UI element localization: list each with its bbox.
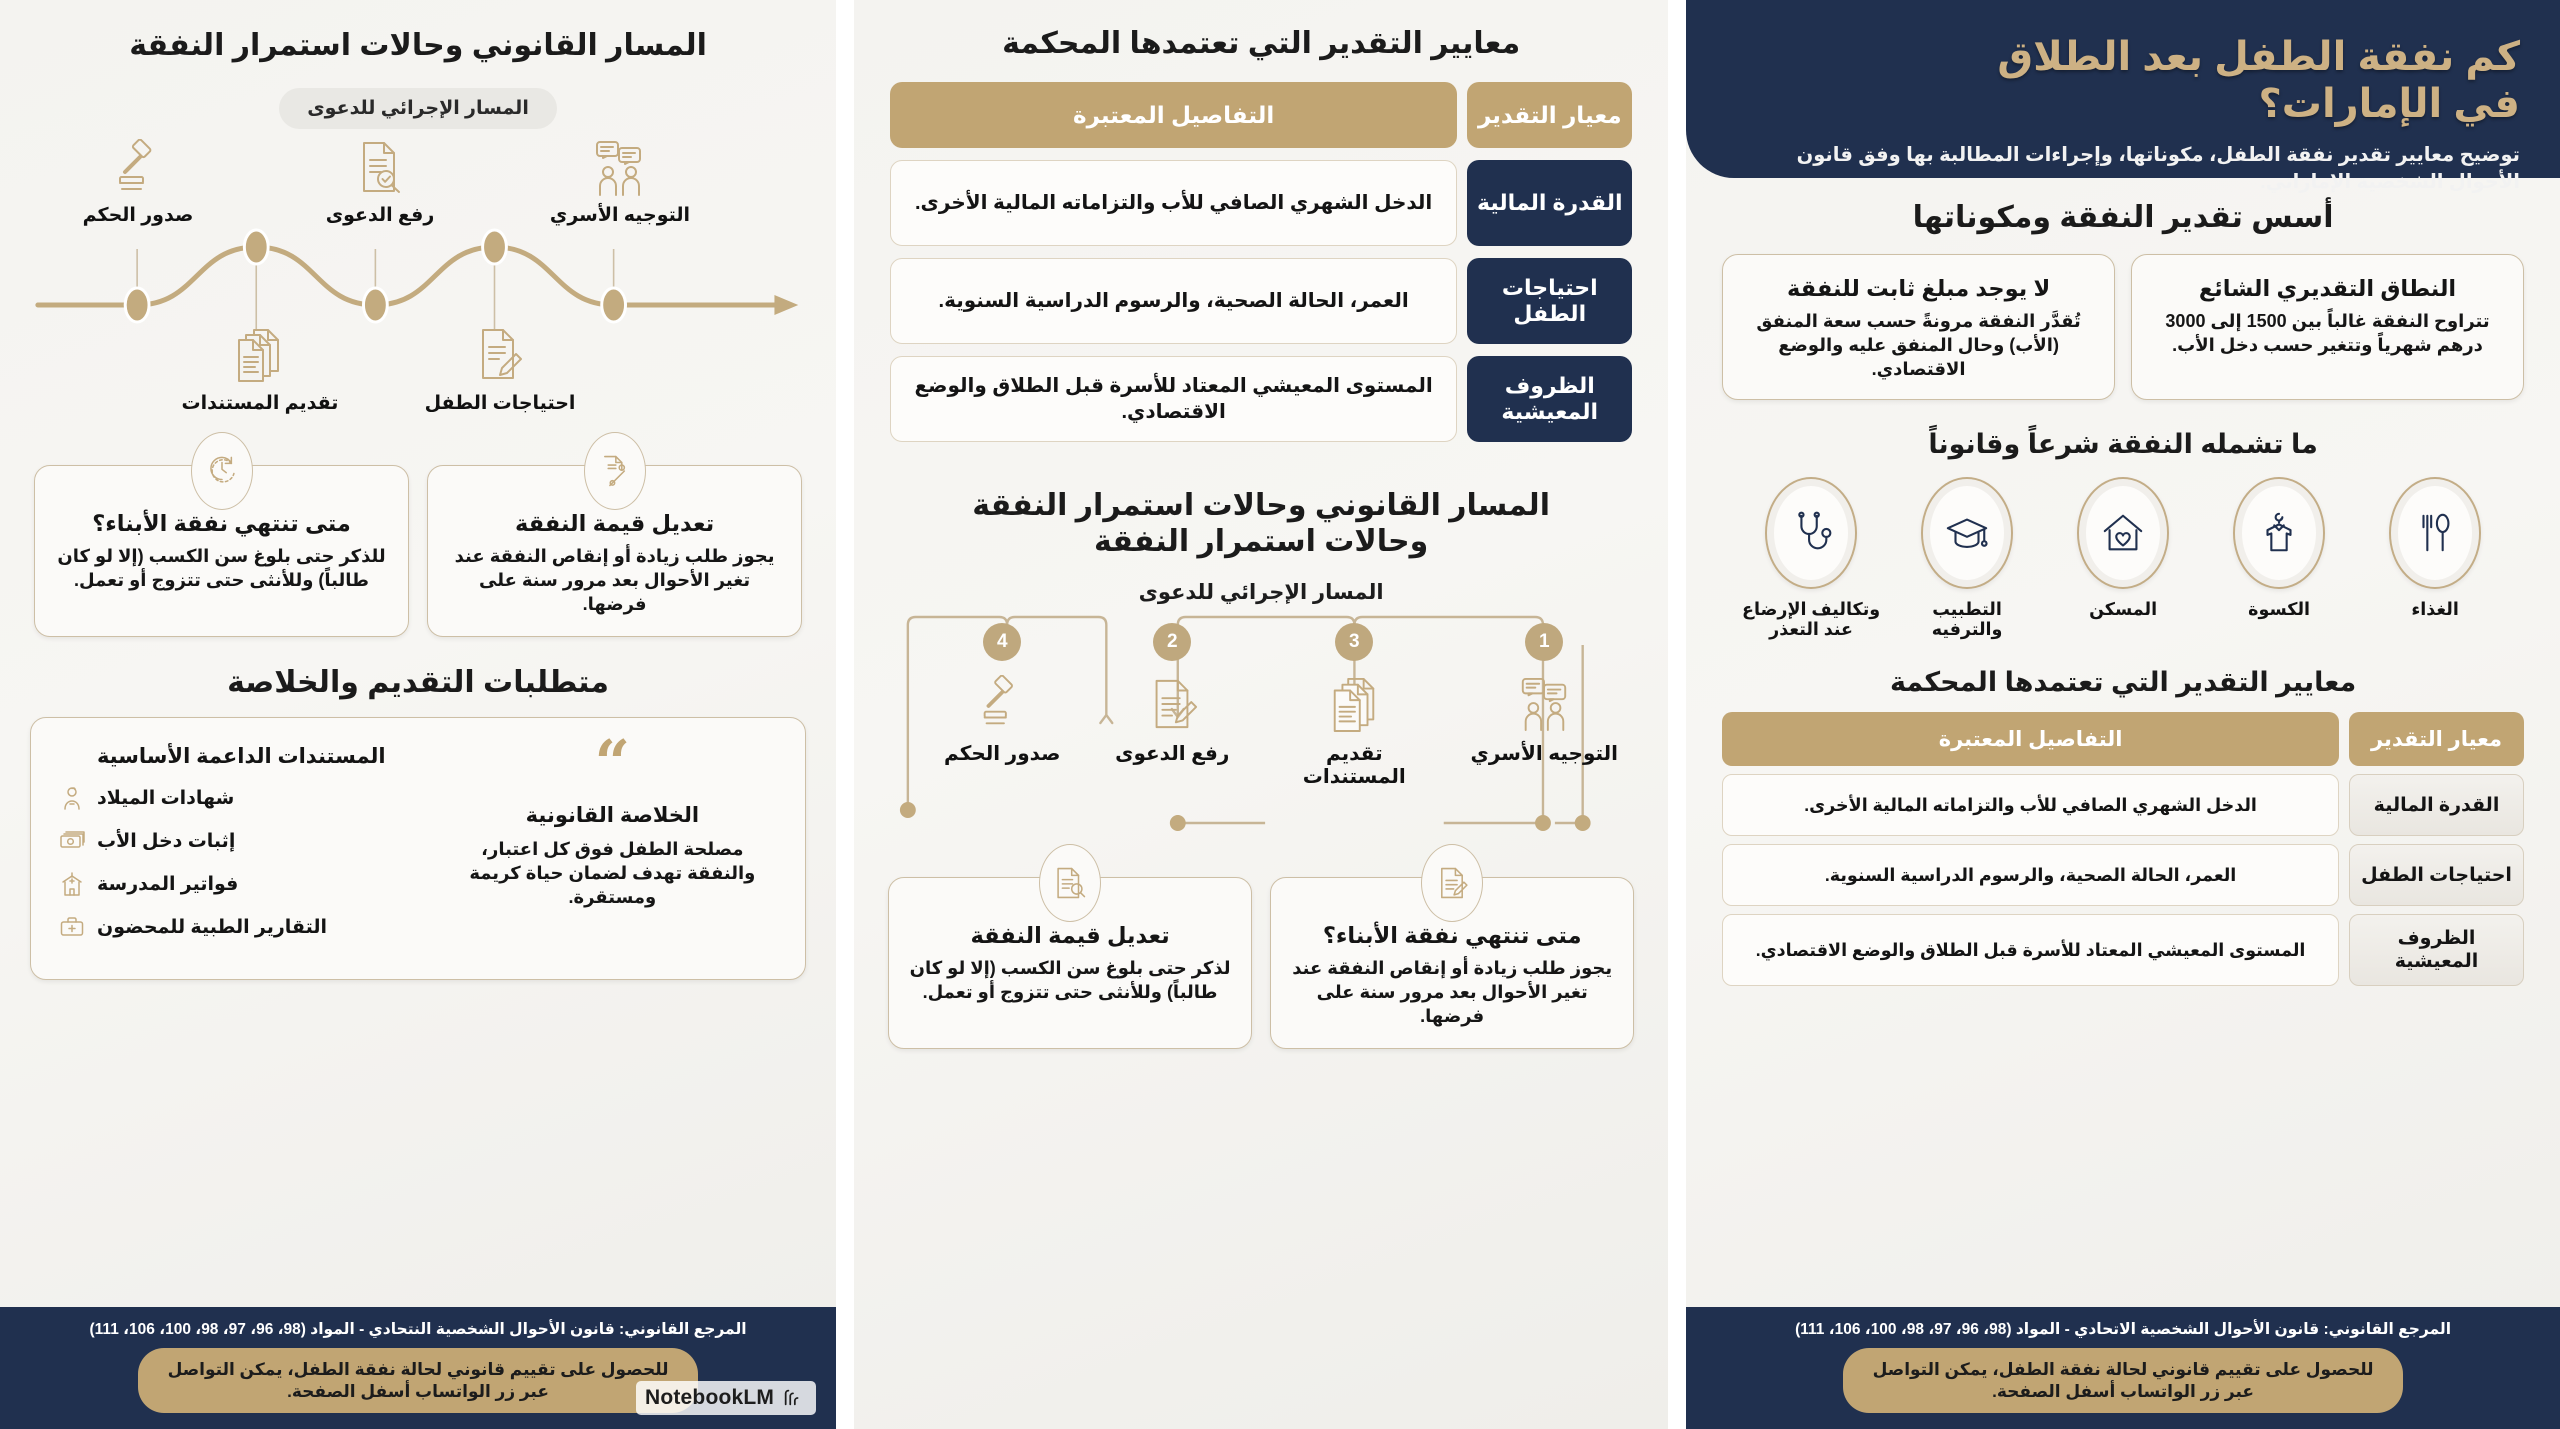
icon-slot xyxy=(1327,673,1381,735)
middle-flow-subtitle: المسار الإجرائي للدعوى xyxy=(1138,581,1384,604)
column-divider-2 xyxy=(836,0,854,1429)
card-heading: النطاق التقديري الشائع xyxy=(2198,276,2457,301)
coverage-label: المسكن xyxy=(2089,598,2158,619)
timeline-label: التوجيه الأسري xyxy=(549,205,691,226)
card-body: لذكر حتى بلوغ سن الكسب (إلا لو كان طالباً) وللأنثى حتى تتزوج أو تعمل. xyxy=(909,958,1231,1002)
watermark-label: NotebookLM xyxy=(644,1386,775,1409)
card-body: يجوز طلب زيادة أو إنقاص النفقة عند تغير الأحوال بعد مرور سنة على فرضها. xyxy=(454,546,775,614)
cell-details: الدخل الشهري الصافي للأب والتزاماته المالية الأخرى. xyxy=(890,160,1457,246)
icon-slot xyxy=(530,137,710,201)
icon-frame xyxy=(1765,477,1857,589)
cell-details: العمر، الحالة الصحية، والرسوم الدراسية السنوية. xyxy=(890,258,1457,344)
cell-details: الدخل الشهري الصافي للأب والتزاماته المالية الأخرى. xyxy=(1722,774,2339,836)
timeline-node-judgment xyxy=(48,137,228,227)
document-item-medical-reports xyxy=(57,912,426,942)
cell-details: المستوى المعيشي المعتاد للأسرة قبل الطلاق والوضع الاقتصادي. xyxy=(1722,914,2339,986)
icon-badge xyxy=(191,432,253,510)
table-header-row xyxy=(1722,712,2524,766)
timeline-label: رفع الدعوى xyxy=(325,205,435,226)
card-body: تتراوح النفقة غالباً بين 1500 إلى 3000 درهم شهرياً وتتغير حسب دخل الأب. xyxy=(2165,311,2490,355)
middle-table-title: معايير التقدير التي تعتمدها المحكمة xyxy=(1002,27,1521,60)
flow-step-4 xyxy=(922,623,1082,766)
table-row xyxy=(890,258,1632,344)
cell-criterion: القدرة المالية xyxy=(2349,774,2524,836)
flow-title-line-1: المسار القانوني وحالات استمرار النفقة xyxy=(972,489,1550,522)
card-body: تُقدَّر النفقة مرونةً حسب سعة المنفق (الأب) وحال المنفق عليه والوضع الاقتصادي. xyxy=(1756,311,2081,379)
icon-slot xyxy=(170,325,350,389)
right-column xyxy=(0,0,836,1429)
right-title: المسار القانوني وحالات استمرار النفقة xyxy=(129,29,707,62)
medical-kit-icon xyxy=(57,912,87,942)
coverage-item-education xyxy=(1897,477,2037,640)
requirements-summary-card xyxy=(30,717,806,980)
document-pen-icon xyxy=(1435,864,1469,902)
document-item-school-invoices xyxy=(57,869,426,899)
step-label: رفع الدعوى xyxy=(1115,743,1230,765)
notebooklm-watermark xyxy=(636,1381,816,1415)
icon-frame xyxy=(1921,477,2013,589)
card-heading: متى تنتهي نفقة الأبناء؟ xyxy=(92,511,351,536)
icon-badge xyxy=(1039,844,1101,922)
document-search-icon xyxy=(1053,864,1087,902)
cell-criterion: احتياجات الطفل xyxy=(2349,844,2524,906)
card-body: للذكر حتى بلوغ سن الكسب (إلا لو كان طالباً) وللأنثى حتى تتزوج أو تعمل. xyxy=(57,546,386,590)
document-pen-icon xyxy=(472,327,528,387)
table-row xyxy=(1722,844,2524,906)
graduation-cap-icon xyxy=(1944,510,1990,556)
money-icon xyxy=(57,826,87,856)
step-number: 3 xyxy=(1335,623,1373,661)
page-title xyxy=(1726,34,2520,128)
card-body: يجوز طلب زيادة أو إنقاص النفقة عند تغير الأحوال بعد مرور سنة على فرضها. xyxy=(1292,958,1613,1026)
middle-card-adjust-amount xyxy=(888,877,1252,1049)
clock-refresh-icon xyxy=(205,452,239,490)
page-title-line-2: في الإمارات؟ xyxy=(2258,82,2520,127)
step-label: تقديم المستندات xyxy=(1302,743,1406,789)
documents-heading: المستندات الداعمة الأساسية xyxy=(96,745,386,769)
step-label: التوجيه الأسري xyxy=(1470,743,1619,765)
timeline-node-documents xyxy=(170,325,350,415)
step-number: 2 xyxy=(1153,623,1191,661)
notebooklm-logo-icon xyxy=(782,1387,804,1409)
step-number: 1 xyxy=(1525,623,1563,661)
timeline-node-filing xyxy=(290,137,470,227)
icon-slot xyxy=(1145,673,1199,735)
timeline-label: صدور الحكم xyxy=(82,205,194,226)
table-row xyxy=(890,160,1632,246)
icon-slot xyxy=(1517,673,1571,735)
middle-criteria-table xyxy=(854,82,1668,442)
document-pen-icon xyxy=(1145,675,1199,733)
gavel-icon xyxy=(110,139,166,199)
card-heading: تعديل قيمة النفقة xyxy=(970,923,1170,948)
gavel-icon xyxy=(975,675,1029,733)
icon-frame xyxy=(2233,477,2325,589)
family-chat-icon xyxy=(592,139,648,199)
icon-badge xyxy=(1421,844,1483,922)
conclusion-body: مصلحة الطفل فوق كل اعتبار، والنفقة تهدف لضمان حياة كريمة ومستقرة. xyxy=(469,839,756,907)
family-chat-icon xyxy=(1517,675,1571,733)
icon-slot xyxy=(410,325,590,389)
icon-frame xyxy=(2389,477,2481,589)
flow-title-line-2: وحالات استمرار النفقة xyxy=(1094,525,1429,558)
left-basis-cards xyxy=(1686,254,2560,400)
header-criterion: معيار التقدير xyxy=(2349,712,2524,766)
card-heading: لا يوجد مبلغ ثابت للنفقة xyxy=(1786,276,2051,301)
timeline-label: تقديم المستندات xyxy=(181,393,339,414)
table-header-row xyxy=(890,82,1632,148)
left-section3-title: معايير التقدير التي تعتمدها المحكمة xyxy=(1889,666,2357,697)
icon-slot xyxy=(290,137,470,201)
document-check-icon xyxy=(352,139,408,199)
page-title-line-1: كم نفقة الطفل بعد الطلاق xyxy=(1997,35,2520,79)
right-card-end-of-support xyxy=(34,465,409,637)
stethoscope-icon xyxy=(1788,510,1834,556)
whatsapp-cta-button[interactable]: للحصول على تقييم قانوني لحالة نفقة الطفل، يمكن التواصل عبر زر الواتساب أسفل الصفحة. xyxy=(138,1348,698,1413)
flow-step-2 xyxy=(1092,623,1252,766)
coverage-icon-row xyxy=(1686,477,2560,640)
hero-banner xyxy=(1686,0,2560,193)
shirt-hanger-icon xyxy=(2256,510,2302,556)
left-criteria-table xyxy=(1686,712,2560,986)
left-column xyxy=(1686,0,2560,1429)
cell-criterion: القدرة المالية xyxy=(1467,160,1632,246)
cell-criterion: الظروف المعيشية xyxy=(2349,914,2524,986)
icon-badge xyxy=(584,432,646,510)
school-icon xyxy=(57,869,87,899)
icon-slot xyxy=(48,137,228,201)
timeline-label: احتياجات الطفل xyxy=(424,393,576,414)
cell-criterion: احتياجات الطفل xyxy=(1467,258,1632,344)
document-label: إثبات دخل الأب xyxy=(96,830,236,852)
legal-reference: المرجع القانوني: قانون الأحوال الشخصية النتحادي - المواد (98، 96، 97، 98، 100، 106، 111) xyxy=(89,1320,747,1338)
middle-column xyxy=(854,0,1668,1429)
coverage-item-medical xyxy=(1741,477,1881,640)
timeline-node-guidance xyxy=(530,137,710,227)
document-label: التقارير الطبية للمحضون xyxy=(96,916,328,938)
document-item-birth-certificates xyxy=(57,783,426,813)
conclusion-heading: الخلاصة القانونية xyxy=(525,804,700,828)
coverage-label: وتكاليف الإرضاع عند التعذر xyxy=(1742,598,1881,640)
whatsapp-cta-button[interactable]: للحصول على تقييم قانوني لحالة نفقة الطفل، يمكن التواصل عبر زر الواتساب أسفل الصفحة. xyxy=(1843,1348,2403,1413)
supporting-documents xyxy=(57,744,426,955)
document-label: فواتير المدرسة xyxy=(96,873,239,895)
left-footer xyxy=(1686,1307,2560,1429)
card-heading: تعديل قيمة النفقة xyxy=(514,511,715,536)
fork-spoon-icon xyxy=(2412,510,2458,556)
icon-frame xyxy=(2077,477,2169,589)
column-divider-1 xyxy=(1668,0,1686,1429)
timeline-node-child-needs xyxy=(410,325,590,415)
left-section1-title: أسس تقدير النفقة ومكوناتها xyxy=(1912,201,2334,234)
left-basis-card-2 xyxy=(1722,254,2115,400)
right-summary-title: متطلبات التقديم والخلاصة xyxy=(227,666,609,700)
documents-stack-icon xyxy=(1327,675,1381,733)
table-row xyxy=(1722,774,2524,836)
legal-reference: المرجع القانوني: قانون الأحوال الشخصية الاتحادي - المواد (98، 96، 97، 98، 100، 106، 111) xyxy=(1795,1320,2452,1338)
middle-card-end-of-support xyxy=(1270,877,1634,1049)
middle-flow-title xyxy=(854,488,1668,560)
header-details: التفاصيل المعتبرة xyxy=(890,82,1457,148)
right-info-cards xyxy=(0,465,836,637)
document-label: شهادات الميلاد xyxy=(96,787,235,809)
icon-slot xyxy=(975,673,1029,735)
cell-details: المستوى المعيشي المعتاد للأسرة قبل الطلاق والوضع الاقتصادي. xyxy=(890,356,1457,442)
procedure-timeline xyxy=(18,129,818,459)
step-label: صدور الحكم xyxy=(944,743,1061,765)
card-heading: متى تنتهي نفقة الأبناء؟ xyxy=(1322,923,1582,948)
procedure-flowchart xyxy=(888,605,1634,855)
table-row xyxy=(1722,914,2524,986)
quote-mark-icon: “ xyxy=(594,726,631,800)
house-heart-icon xyxy=(2100,510,2146,556)
coverage-item-food xyxy=(2365,477,2505,640)
legal-conclusion xyxy=(446,726,780,955)
cell-criterion: الظروف المعيشية xyxy=(1467,356,1632,442)
cell-details: العمر، الحالة الصحية، والرسوم الدراسية السنوية. xyxy=(1722,844,2339,906)
document-item-income-proof xyxy=(57,826,426,856)
flow-step-3 xyxy=(1274,623,1434,789)
coverage-label: الغذاء xyxy=(2411,598,2459,619)
right-subtitle-pill: المسار الإجرائي للدعوى xyxy=(279,88,557,129)
step-number: 4 xyxy=(983,623,1021,661)
coverage-item-clothing xyxy=(2209,477,2349,640)
document-percent-icon xyxy=(598,452,632,490)
coverage-label: الكسوة xyxy=(2248,598,2311,619)
middle-info-cards xyxy=(854,877,1668,1049)
baby-icon xyxy=(57,783,87,813)
left-section2-title: ما تشمله النفقة شرعاً وقانوناً xyxy=(1928,429,2318,460)
coverage-item-housing xyxy=(2053,477,2193,640)
left-basis-card-1 xyxy=(2131,254,2524,400)
header-details: التفاصيل المعتبرة xyxy=(1722,712,2339,766)
right-card-adjust-amount xyxy=(427,465,802,637)
coverage-label: التطبيب والترفيه xyxy=(1931,598,2003,640)
table-row xyxy=(890,356,1632,442)
page-subtitle: توضيح معايير تقدير نفقة الطفل، مكوناتها، وإجراءات المطالبة بها وفق قانون الأحوال الشخصية الإماراتي. xyxy=(1796,144,2520,193)
flow-step-1 xyxy=(1464,623,1624,766)
header-criterion: معيار التقدير xyxy=(1467,82,1632,148)
documents-stack-icon xyxy=(232,327,288,387)
